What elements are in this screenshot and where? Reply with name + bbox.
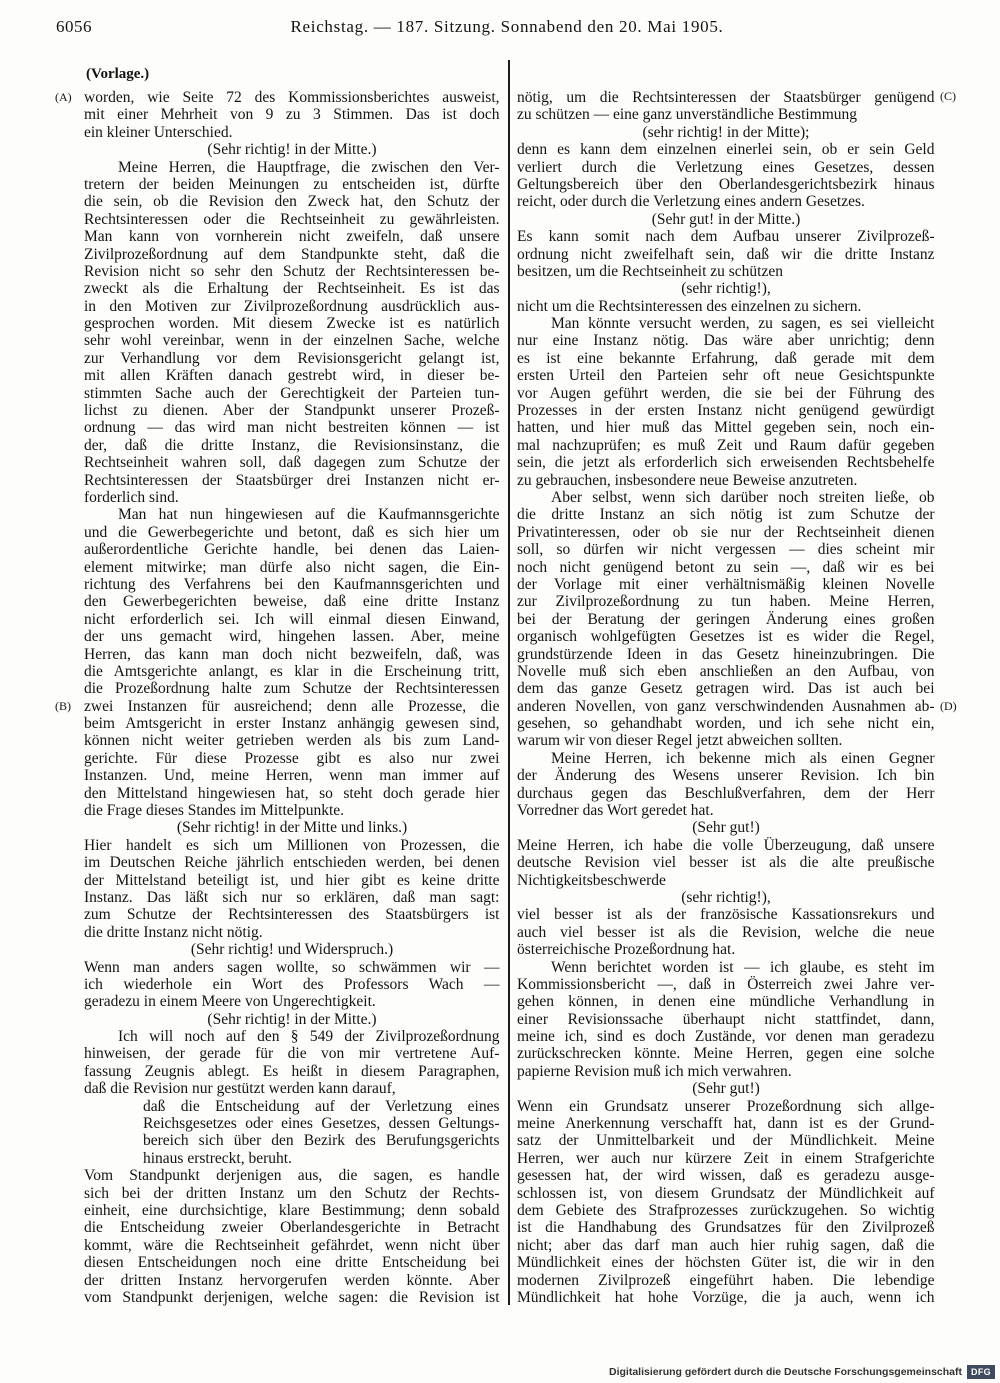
text-line: können nicht weiter getrieben werden als bis zum Land-	[84, 732, 500, 750]
text-line: verliert durch die Verletzung eines Gesetzes, dessen	[517, 158, 935, 176]
text-line: papierne Revision muß ich mich verwahren.	[517, 1062, 792, 1080]
text-line: Wenn berichtet worden ist — ich glaube, es steht im	[551, 958, 935, 976]
text-line: lichst zu dienen. Aber der Standpunkt unserer Prozeß-	[84, 402, 500, 420]
text-line: tretern der beiden Meinungen zu entscheiden ist, dürfte	[84, 175, 500, 193]
text-line: ordnung nicht zweifelhaft sein, daß wir die dritte Instanz	[517, 245, 935, 263]
text-line: hatten, und hier muß das Mittel gegeben sein, noch ein-	[517, 419, 935, 437]
text-line: ersten Urteil den Parteien sehr oft neue Gesichtspunkte	[517, 367, 935, 385]
text-line: einheit, eine durchsichtige, klare Bestimmung; denn sobald	[84, 1202, 500, 1219]
text-line: Rechtsinteressen der Staatsbürger drei Instanzen nicht er-	[84, 471, 500, 489]
text-line: Reichsgesetzes oder eines Gesetzes, dessen Geltungs-	[143, 1115, 500, 1133]
text-line: warum wir von dieser Regel jetzt abweichen sollten.	[517, 732, 843, 750]
text-line: Meine Herren, die Hauptfrage, die zwischen den Ver-	[118, 158, 500, 176]
interjection-line: (Sehr richtig! in der Mitte.)	[207, 1010, 377, 1028]
text-line: fassung Zeugnis ablegt. Es heißt in diesem Paragraphen,	[84, 1062, 500, 1080]
text-line: zur Zivilprozeßordnung zu tun haben. Meine Herren,	[517, 593, 935, 611]
text-line: die dritte Instanz nicht nötig.	[84, 923, 263, 941]
interjection-line: (Sehr richtig! in der Mitte und links.)	[176, 819, 408, 837]
interjection-line: (Sehr gut! in der Mitte.)	[651, 210, 801, 228]
text-line: Novelle muß sich eben anschließen an den Aufbau, von	[517, 662, 935, 680]
running-title: Reichstag. — 187. Sitzung. Sonnabend den 20. Mai 1905.	[290, 17, 724, 36]
text-line: der, daß die dritte Instanz, die Revisionsinstanz, die	[84, 436, 500, 454]
text-line: einer Revisionssache überhaupt nicht stattfindet, dann,	[517, 1010, 935, 1028]
text-line: noch nicht genügend betont zu sein —, daß wir es bei	[517, 558, 935, 576]
text-line: element mitwirke; man dürfe also nicht sagen, die Ein-	[84, 558, 500, 576]
text-line: die Prozeßordnung halte zum Schutze der Rechtsinteressen	[84, 680, 500, 698]
text-line: forderlich sind.	[84, 488, 179, 506]
text-line: die sein, ob die Revision den Zweck hat, den Schutz der	[84, 193, 500, 211]
text-line: in den Motiven zur Zivilprozeßordnung ausdrücklich aus-	[84, 297, 500, 315]
text-line: auch viel besser ist als die Revision, welche die neue	[517, 923, 935, 941]
text-line: Hier handelt es sich um Millionen von Prozessen, die	[84, 836, 500, 854]
text-line: Man könnte versucht werden, zu sagen, es sei vielleicht	[551, 315, 935, 333]
text-line: modernen Zivilprozeß eingeführt haben. Die lebendige	[517, 1271, 935, 1289]
text-line: beim Amtsgericht in erster Instanz anhängig gewesen sind,	[84, 715, 500, 733]
text-line: nur eine Instanz nötig. Das wäre aber unrichtig; denn	[517, 332, 935, 350]
text-line: vor Augen geführt werden, die sie bei der Führung des	[517, 384, 935, 402]
text-line: Wenn ein Grundsatz unserer Prozeßordnung sich allge-	[517, 1097, 935, 1115]
text-line: Rechtseinheit wahren soll, daß dagegen zum Schutze der	[84, 454, 500, 472]
margin-marker-a: (A)	[55, 90, 72, 104]
text-line: satz der Unmittelbarkeit und der Mündlichkeit. Meine	[517, 1132, 935, 1150]
text-line: daß die Entscheidung auf der Verletzung eines	[143, 1097, 500, 1115]
text-line: gesprochen worden. Mit diesem Zwecke ist es natürlich	[84, 315, 500, 333]
text-line: viel besser ist als der französische Kassationsrekurs und	[517, 906, 935, 924]
text-line: meine ich, sind es doch Zustände, vor denen man geradezu	[517, 1028, 935, 1046]
text-line: diesen Entscheidungen noch eine dritte Entscheidung bei	[84, 1254, 500, 1272]
text-line: nicht erforderlich sei. Ich will einmal diesen Einwand,	[84, 610, 500, 628]
text-line: bei der Beratung der geringen Änderung eines großen	[517, 610, 935, 628]
text-line: österreichische Prozeßordnung hat.	[517, 941, 736, 959]
text-line: deutsche Revision viel besser ist als die alte preußische	[517, 854, 935, 872]
column-divider	[508, 60, 510, 1305]
text-line: vom Standpunkt derjenigen, welche sagen: die Revision ist	[84, 1288, 500, 1306]
text-line: Vom Standpunkt derjenigen aus, die sagen, es handle	[84, 1167, 500, 1185]
text-line: nötig, um die Rechtsinteressen der Staatsbürger genügend	[517, 89, 935, 106]
interjection-line: (Sehr richtig! und Widerspruch.)	[190, 941, 394, 959]
text-line: die dritte Instanz an sich nötig ist zum Schutze der	[517, 506, 935, 524]
text-line: sehr wohl vereinbar, wenn in der einzelnen Sache, welche	[84, 332, 500, 350]
section-label: (Vorlage.)	[86, 66, 150, 82]
text-line: der Änderung des Wesens unserer Revision. Ich bin	[517, 767, 935, 785]
text-line: zu gebrauchen, insbesondere neue Beweise anzutreten.	[517, 471, 858, 489]
text-line: Meine Herren, ich habe die volle Überzeugung, daß unsere	[517, 836, 935, 854]
text-line: Nichtigkeitsbeschwerde	[517, 871, 666, 889]
text-line: Kommissionsbericht —, daß in Österreich zwei Jahre ver-	[517, 975, 935, 993]
text-line: soll, so dürfen wir nicht vergessen — dies scheint mir	[517, 541, 935, 559]
text-line: und die Gewerbegerichte und betont, daß es sich hier um	[84, 523, 500, 541]
text-line: es ist eine bekannte Erfahrung, daß gerade mit dem	[517, 349, 935, 367]
text-line: mit einer Mehrheit von 9 zu 3 Stimmen. Das ist doch	[84, 106, 500, 124]
text-line: Aber selbst, wenn sich darüber noch streiten ließe, ob	[551, 488, 935, 506]
text-line: hinweisen, der gerade für die von mir vertretene Auf-	[84, 1045, 500, 1063]
right-column	[517, 89, 935, 1306]
text-line: gerichte. Für diese Prozesse gibt es also nur zwei	[84, 749, 500, 767]
text-line: Rechtsinteressen oder die Rechtseinheit zu gewährleisten.	[84, 210, 500, 228]
text-line: die Frage dieses Standes im Mittelpunkte.	[84, 802, 345, 820]
left-column	[84, 89, 500, 1306]
text-line: Man hat nun hingewiesen auf die Kaufmannsgerichte	[118, 506, 500, 524]
digitization-credit: Digitalisierung gefördert durch die Deutsche Forschungsgemeinschaft	[609, 1366, 962, 1378]
text-line: der Mittelstand beteiligt ist, und hier gibt es keine dritte	[84, 871, 500, 889]
text-line: Instanz. Das läßt sich nur so erklären, daß man sagt:	[84, 888, 500, 906]
text-line: schlossen ist, von diesem Grundsatz der Mündlichkeit auf	[517, 1184, 935, 1202]
text-line: Herren, wer auch nur kürzere Zeit in einem Strafgerichte	[517, 1149, 935, 1167]
interjection-line: (Sehr gut!)	[692, 819, 760, 837]
text-line: außerordentliche Gerichte handle, bei denen das Laien-	[84, 541, 500, 559]
text-line: gehen können, in denen eine mündliche Verhandlung in	[517, 993, 935, 1011]
text-line: ist die Handhabung des Grundsatzes für den Zivilprozeß	[517, 1219, 935, 1237]
text-line: zwei Instanzen für ausreichend; denn alle Prozesse, die	[84, 697, 500, 715]
text-line: Prozesses in der ersten Instanz nicht genügend gewürdigt	[517, 402, 935, 420]
text-line: dem Gebiete des Strafprozesses zurückzugehen. So wichtig	[517, 1202, 935, 1219]
text-line: bereich sich über den Bezirk des Berufungsgerichts	[143, 1132, 500, 1150]
text-line: Herren, das kann man doch nicht bezweifeln, daß, was	[84, 645, 500, 663]
text-line: dem das ganze Gesetz getragen wird. Das ist auch bei	[517, 680, 935, 698]
text-line: Instanzen. Und, meine Herren, wenn man immer auf	[84, 767, 500, 785]
text-line: richtung des Verfahrens bei den Kaufmannsgerichten und	[84, 575, 500, 593]
interjection-line: (sehr richtig! in der Mitte);	[642, 123, 810, 141]
text-line: gesessen hat, der wird wissen, daß es geradezu ausge-	[517, 1167, 935, 1185]
text-line: den Gewerbegerichten beweise, daß eine dritte Instanz	[84, 593, 500, 611]
text-line: Geltungsbereich über den Oberlandesgerichtsbezirk hinaus	[517, 175, 935, 193]
text-line: Mündlichkeit hat hohe Vorzüge, die ja auch, wenn ich	[517, 1288, 935, 1306]
text-line: die Entscheidung zweier Oberlandesgerichte in Betracht	[84, 1219, 500, 1237]
text-line: sein, die jetzt als erforderlich sich erweisenden Rechtsbehelfe	[517, 454, 935, 472]
text-line: ich wiederhole ein Wort des Professors Wach —	[84, 975, 500, 993]
text-line: ordnung — das wird man nicht bestreiten können — ist	[84, 419, 500, 437]
text-line: zur Verhandlung vor dem Revisionsgericht gelangt ist,	[84, 349, 500, 367]
text-line: Zivilprozeßordnung auf dem Standpunkte steht, daß die	[84, 245, 500, 263]
text-line: anderen Novellen, von ganz verschwindenden Ausnahmen ab-	[517, 697, 935, 715]
dfg-logo: DFG	[967, 1365, 995, 1379]
text-line: daß die Revision nur gestützt werden kann darauf,	[84, 1080, 396, 1098]
text-line: kommt, wäre die Rechtseinheit gefährdet, wenn nicht über	[84, 1236, 500, 1254]
margin-marker-b: (B)	[55, 699, 71, 713]
margin-marker-d: (D)	[940, 699, 957, 713]
text-line: stimmten Sache auch der Gerechtigkeit der Parteien tun-	[84, 384, 500, 402]
text-line: nicht; aber das darf man auch hier ruhig sagen, daß die	[517, 1236, 935, 1254]
text-line: grundstürzende Ideen in das Gesetz hineinzubringen. Die	[517, 645, 935, 663]
text-line: sich bei der dritten Instanz um den Schutz der Rechts-	[84, 1184, 500, 1202]
margin-marker-c: (C)	[940, 89, 956, 103]
text-line: den Mittelstand hingewiesen hat, so steht doch gerade hier	[84, 784, 500, 802]
text-line: meine Anerkennung verschafft hat, dann ist es der Grund-	[517, 1115, 935, 1133]
interjection-line: (Sehr gut!)	[692, 1080, 760, 1098]
text-line: Revision nicht so sehr den Schutz der Rechtsinteressen be-	[84, 262, 500, 280]
text-line: denn es kann dem einzelnen einerlei sein, ob er sein Geld	[517, 141, 935, 159]
text-line: zum Schutze der Rechtsinteressen des Staatsbürgers ist	[84, 906, 500, 924]
text-line: Vorredner das Wort geredet hat.	[517, 802, 714, 820]
text-line: Man kann von vornherein nicht zweifeln, daß unsere	[84, 228, 500, 246]
text-line: zurückschrecken könnte. Meine Herren, gegen eine solche	[517, 1045, 935, 1063]
text-line: mal nachzuprüfen; es muß Zeit und Raum dafür gegeben	[517, 436, 935, 454]
text-line: der Vorlage mit einer verhältnismäßig kleinen Novelle	[517, 575, 935, 593]
text-line: worden, wie Seite 72 des Kommissionsberichtes ausweist,	[84, 89, 500, 106]
text-line: besitzen, um die Rechtseinheit zu schützen	[517, 262, 783, 280]
text-line: gesehen, so gehandhabt worden, und ich sehe nicht ein,	[517, 715, 935, 733]
text-line: durchaus gegen das Beschlußverfahren, dem der Herr	[517, 784, 935, 802]
interjection-line: (Sehr richtig! in der Mitte.)	[207, 141, 377, 159]
page-number: 6056	[56, 17, 92, 36]
text-line: Wenn man anders sagen wollte, so schwämmen wir —	[84, 958, 500, 976]
text-line: im Deutschen Reiche jährlich entschieden werden, bei denen	[84, 854, 500, 872]
text-line: der dritten Instanz hervorgerufen werden könnte. Aber	[84, 1271, 500, 1289]
text-line: ein kleiner Unterschied.	[84, 123, 233, 141]
text-line: zu schützen — eine ganz unverständliche Bestimmung	[517, 106, 858, 124]
text-line: Mündlichkeit eines der höchsten Güter ist, die wir in den	[517, 1254, 935, 1272]
text-line: geradezu in einem Meere von Ungerechtigkeit.	[84, 993, 376, 1011]
interjection-line: (sehr richtig!),	[681, 280, 771, 298]
text-line: zweckt als die Erhaltung der Rechtseinheit. Es ist das	[84, 280, 500, 298]
text-line: nicht um die Rechtsinteressen des einzelnen zu sichern.	[517, 297, 862, 315]
text-line: die Amtsgerichte anlangt, es klar in die Erscheinung tritt,	[84, 662, 500, 680]
text-line: Privatinteressen, oder ob sie nur der Rechtseinheit dienen	[517, 523, 935, 541]
text-line: der uns gemacht wird, hingehen lassen. Aber, meine	[84, 628, 500, 646]
text-line: Ich will noch auf den § 549 der Zivilprozeßordnung	[118, 1028, 500, 1046]
text-line: organisch wohlgefügten Gesetzes ist es wider die Regel,	[517, 628, 935, 646]
text-line: reicht, oder durch die Verletzung eines andern Gesetzes.	[517, 193, 865, 211]
interjection-line: (sehr richtig!),	[681, 888, 771, 906]
text-line: Meine Herren, ich bekenne mich als einen Gegner	[551, 749, 935, 767]
text-line: mit allen Kräften danach gestrebt wird, in dieser be-	[84, 367, 500, 385]
text-line: hinaus erstreckt, beruht.	[143, 1149, 292, 1167]
text-line: Es kann somit nach dem Aufbau unserer Zivilprozeß-	[517, 228, 935, 246]
